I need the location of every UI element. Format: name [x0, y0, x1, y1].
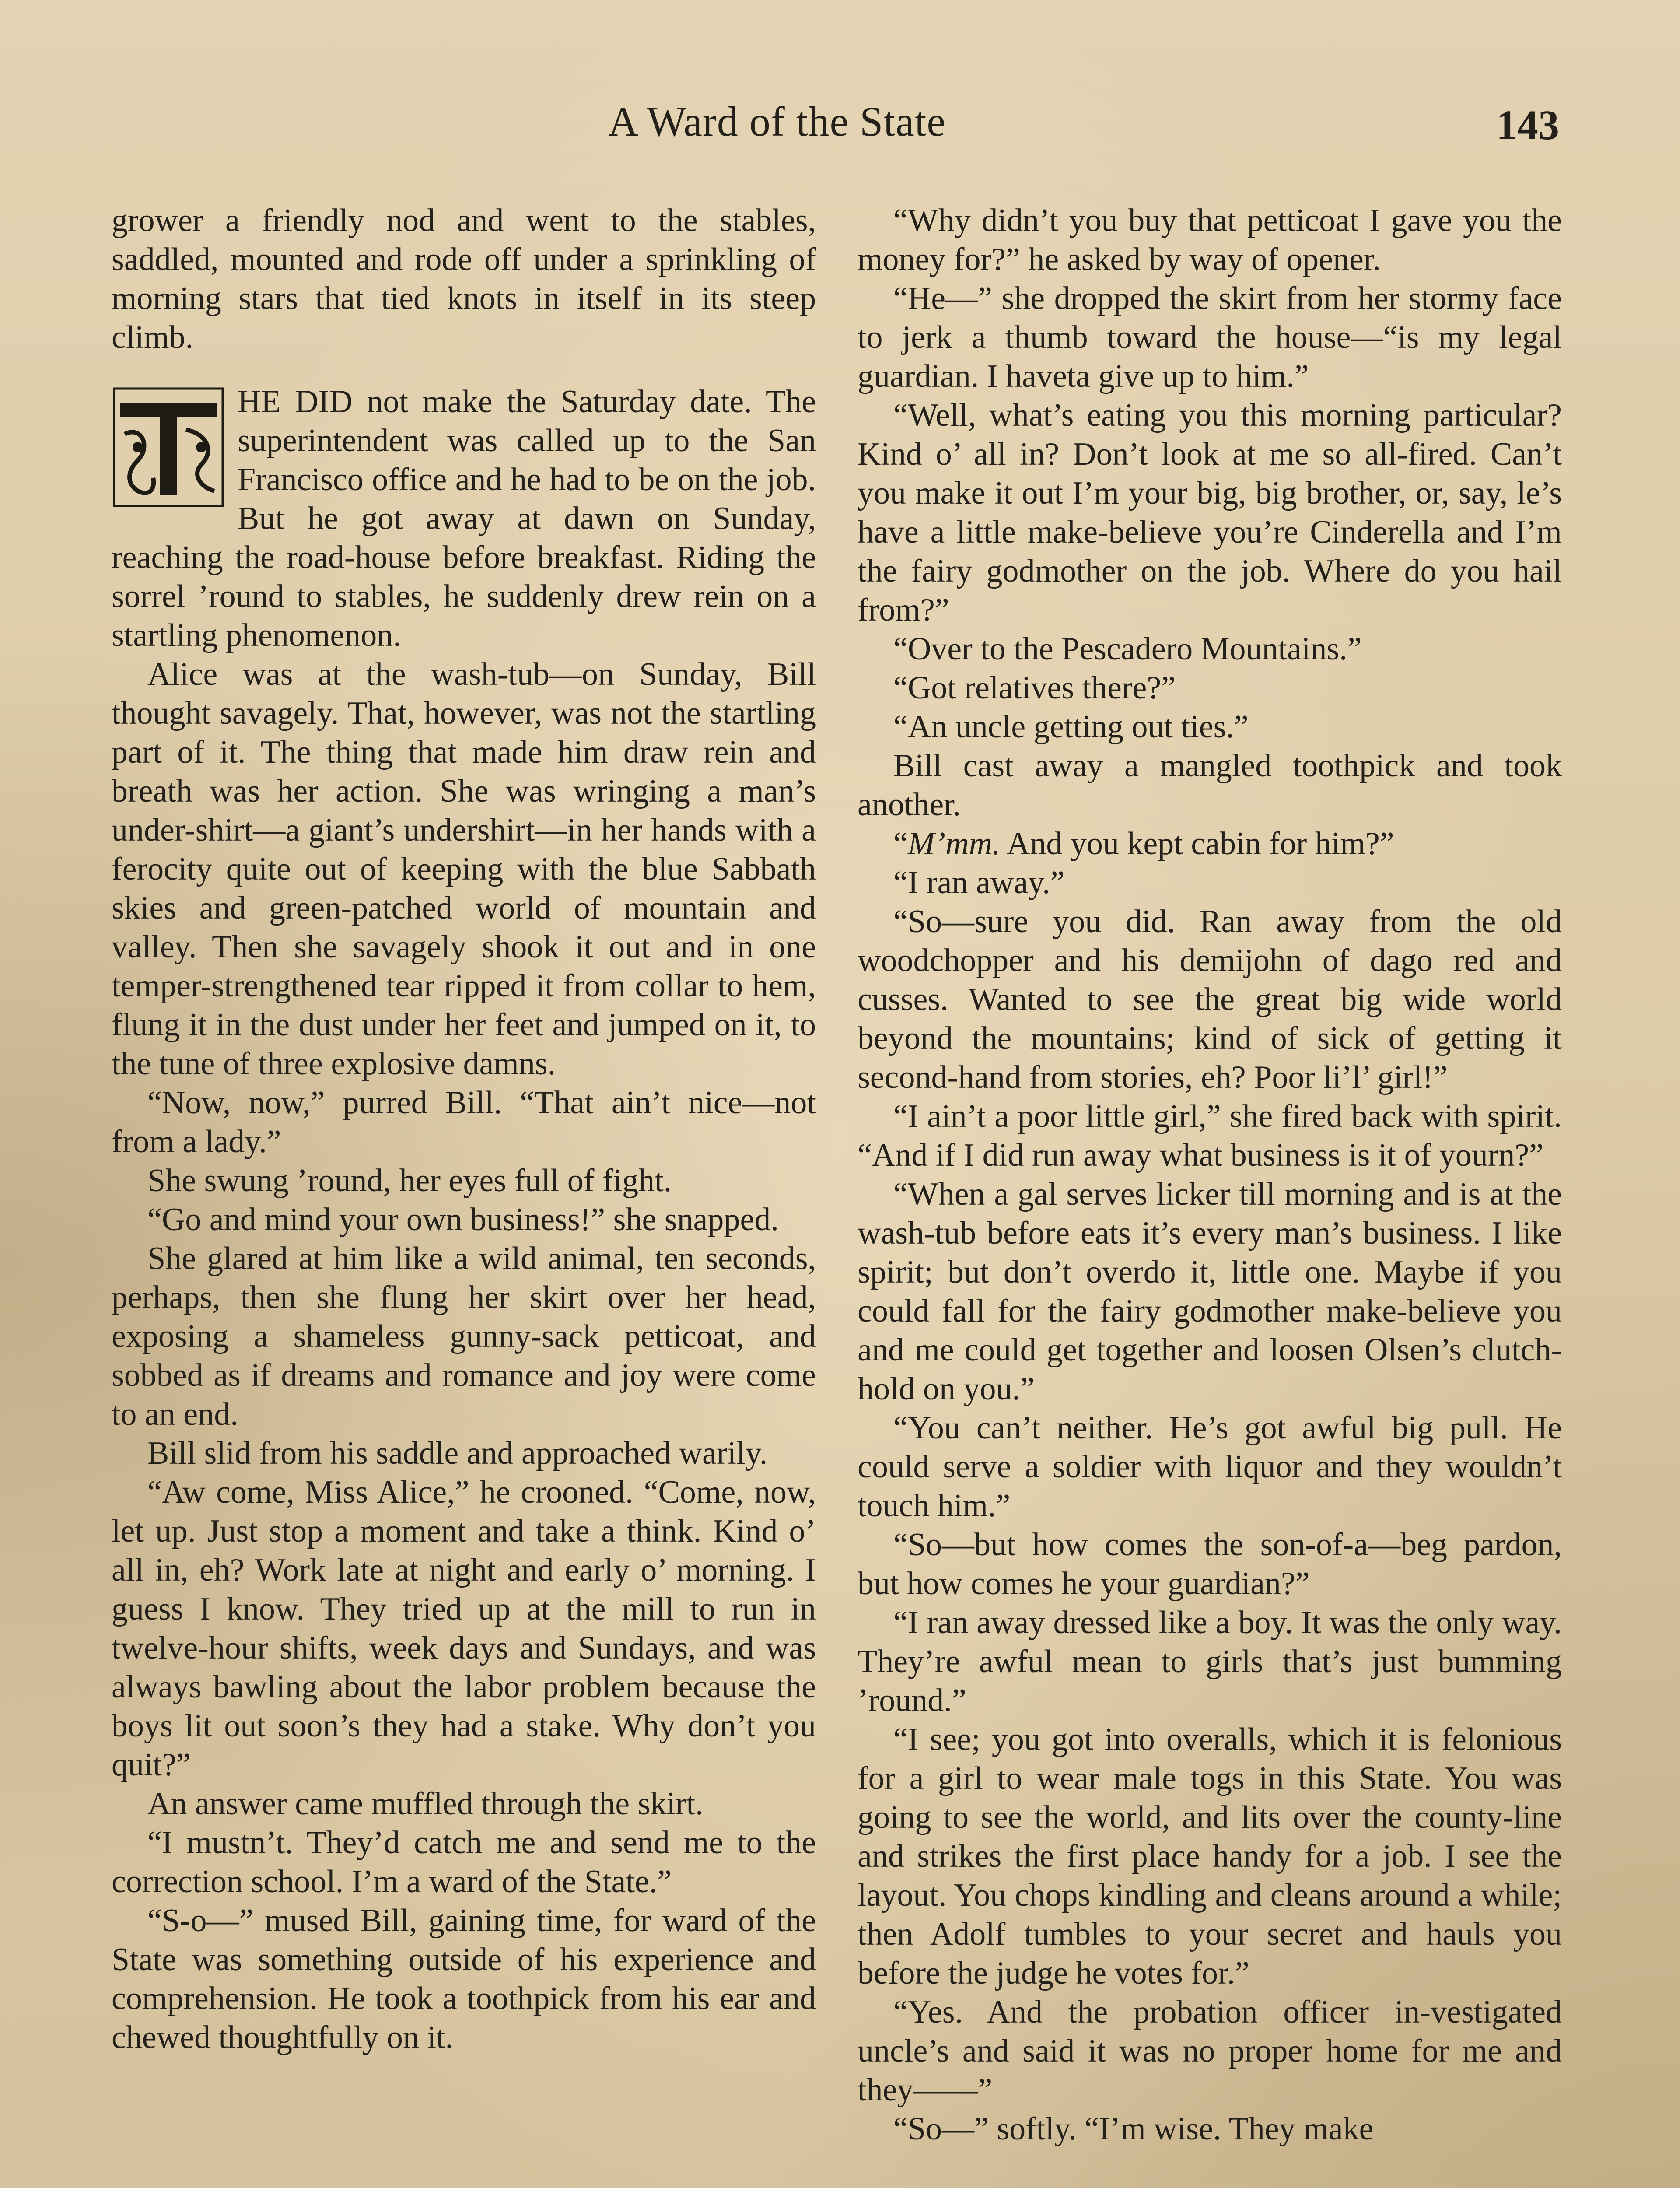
paragraph: “Well, what’s eating you this morning particular? Kind o’ all in? Don’t look at me so all-fired. Can’t you make it out I’m your big, big brother, or, say, le’s have a little make-believe you’re Cinderella and I’m the fairy godmother on the job. Where do you hail from?”: [858, 397, 1562, 628]
paragraph: “An uncle getting out ties.”: [893, 709, 1249, 745]
paragraph: “I ain’t a poor little girl,” she fired back with spirit. “And if I did run away what business is it of yourn?”: [858, 1098, 1562, 1173]
paragraph: She swung ’round, her eyes full of fight.: [147, 1163, 672, 1199]
running-title: A Ward of the State: [608, 98, 946, 145]
paragraph: “So—but how comes the son-of-a—beg pardon, but how comes he your guardian?”: [858, 1527, 1562, 1602]
paragraph: [858, 824, 1562, 863]
paragraph: “So—” softly. “I’m wise. They make: [893, 2111, 1374, 2147]
paragraph: “I ran away dressed like a boy. It was the only way. They’re awful mean to girls that’s just bumming ’round.”: [858, 1605, 1562, 1718]
paragraph: “So—sure you did. Ran away from the old woodchopper and his demijohn of dago red and cusses. Wanted to see the great big wide world beyond the mountains; kind of sick of getting it second-hand from stories, eh? Poor li’l’ girl!”: [858, 904, 1562, 1095]
paragraph: “You can’t neither. He’s got awful big pull. He could serve a soldier with liquor and they wouldn’t touch him.”: [858, 1410, 1562, 1524]
paragraph: “When a gal serves licker till morning and is at the wash-tub before eats it’s every man’s business. I like spirit; but don’t overdo it, little one. Maybe if you could fall for the fairy godmother make-believe you and me could get together and loosen Olsen’s clutch-hold on you.”: [858, 1176, 1562, 1407]
paragraph: “Why didn’t you buy that petticoat I gave you the money for?” he asked by way of opener.: [858, 203, 1562, 277]
paragraph: “Aw come, Miss Alice,” he crooned. “Come, now, let up. Just stop a moment and take a think. Kind o’ all in, eh? Work late at night and early o’ morning. I guess I know. They tried up at the mill to run in twelve-hour shifts, week days and Sundays, and was always bawling about the labor problem because the boys lit out soon’s they had a stake. Why don’t you quit?”: [112, 1474, 816, 1783]
paragraph-text: HE DID not make the Saturday date. The superintendent was called up to the San Francisco office and he had to be on the job. But he got away at dawn on Sunday, reaching the road-house before breakfast. Riding the sorrel ’round to stables, he suddenly drew rein on a startling phenomenon.: [112, 384, 816, 653]
paragraph: Alice was at the wash-tub—on Sunday, Bill thought savagely. That, however, was not the startling part of it. The thing that made him draw rein and breath was her action. She was wringing a man’s under-shirt—a giant’s undershirt—in her hands with a ferocity quite out of keeping with the blue Sabbath skies and green-patched world of mountain and valley. Then she savagely shook it out and in one temper-strengthened tear ripped it from collar to hem, flung it in the dust under her feet and jumped on it, to the tune of three explosive damns.: [112, 656, 816, 1082]
paragraph: “Got relatives there?”: [893, 670, 1176, 706]
quote-rest: And you kept cabin for him?”: [1000, 826, 1394, 862]
paragraph: “S-o—” mused Bill, gaining time, for ward of the State was something outside of his experience and comprehension. He took a toothpick from his ear and chewed thoughtfully on it.: [112, 1903, 816, 2055]
paragraph: “I mustn’t. They’d catch me and send me to the correction school. I’m a ward of the State.”: [112, 1825, 816, 1900]
paragraph: grower a friendly nod and went to the stables, saddled, mounted and rode off under a sprinkling of morning stars that tied knots in itself in its steep climb.: [112, 203, 816, 355]
section-opening-paragraph: [112, 382, 816, 655]
paragraph: “I see; you got into overalls, which it is felonious for a girl to wear male togs in this State. You was going to see the world, and lits over the county-line and strikes the first place handy for a job. I see the layout. You chops kindling and cleans around a while; then Adolf tumbles to your secret and hauls you before the judge he votes for.”: [858, 1722, 1562, 1991]
paragraph: An answer came muffled through the skirt.: [147, 1786, 704, 1822]
paragraph: Bill slid from his saddle and approached warily.: [147, 1435, 768, 1471]
left-column: [112, 201, 816, 2057]
page-number: 143: [1496, 102, 1559, 148]
paragraph: She glared at him like a wild animal, ten seconds, perhaps, then she flung her skirt over her head, exposing a shameless gunny-sack petticoat, and sobbed as if dreams and romance and joy were come to an end.: [112, 1241, 816, 1432]
decorative-drop-cap-t: [112, 386, 225, 508]
paragraph: “He—” she dropped the skirt from her stormy face to jerk a thumb toward the house—“is my legal guardian. I haveta give up to him.”: [858, 281, 1562, 394]
right-column: [858, 201, 1562, 2149]
paragraph: Bill cast away a mangled toothpick and took another.: [858, 748, 1562, 823]
paragraph: “Yes. And the probation officer in-vestigated uncle’s and said it was no proper home for me and they——”: [858, 1994, 1562, 2108]
paragraph: “I ran away.”: [893, 865, 1065, 901]
quote-open: “: [893, 826, 908, 862]
paragraph: “Over to the Pescadero Mountains.”: [893, 631, 1362, 667]
paragraph: “Go and mind your own business!” she snapped.: [147, 1202, 779, 1238]
paragraph: “Now, now,” purred Bill. “That ain’t nice—not from a lady.”: [112, 1085, 816, 1160]
italic-word: M’mm.: [907, 826, 1001, 862]
